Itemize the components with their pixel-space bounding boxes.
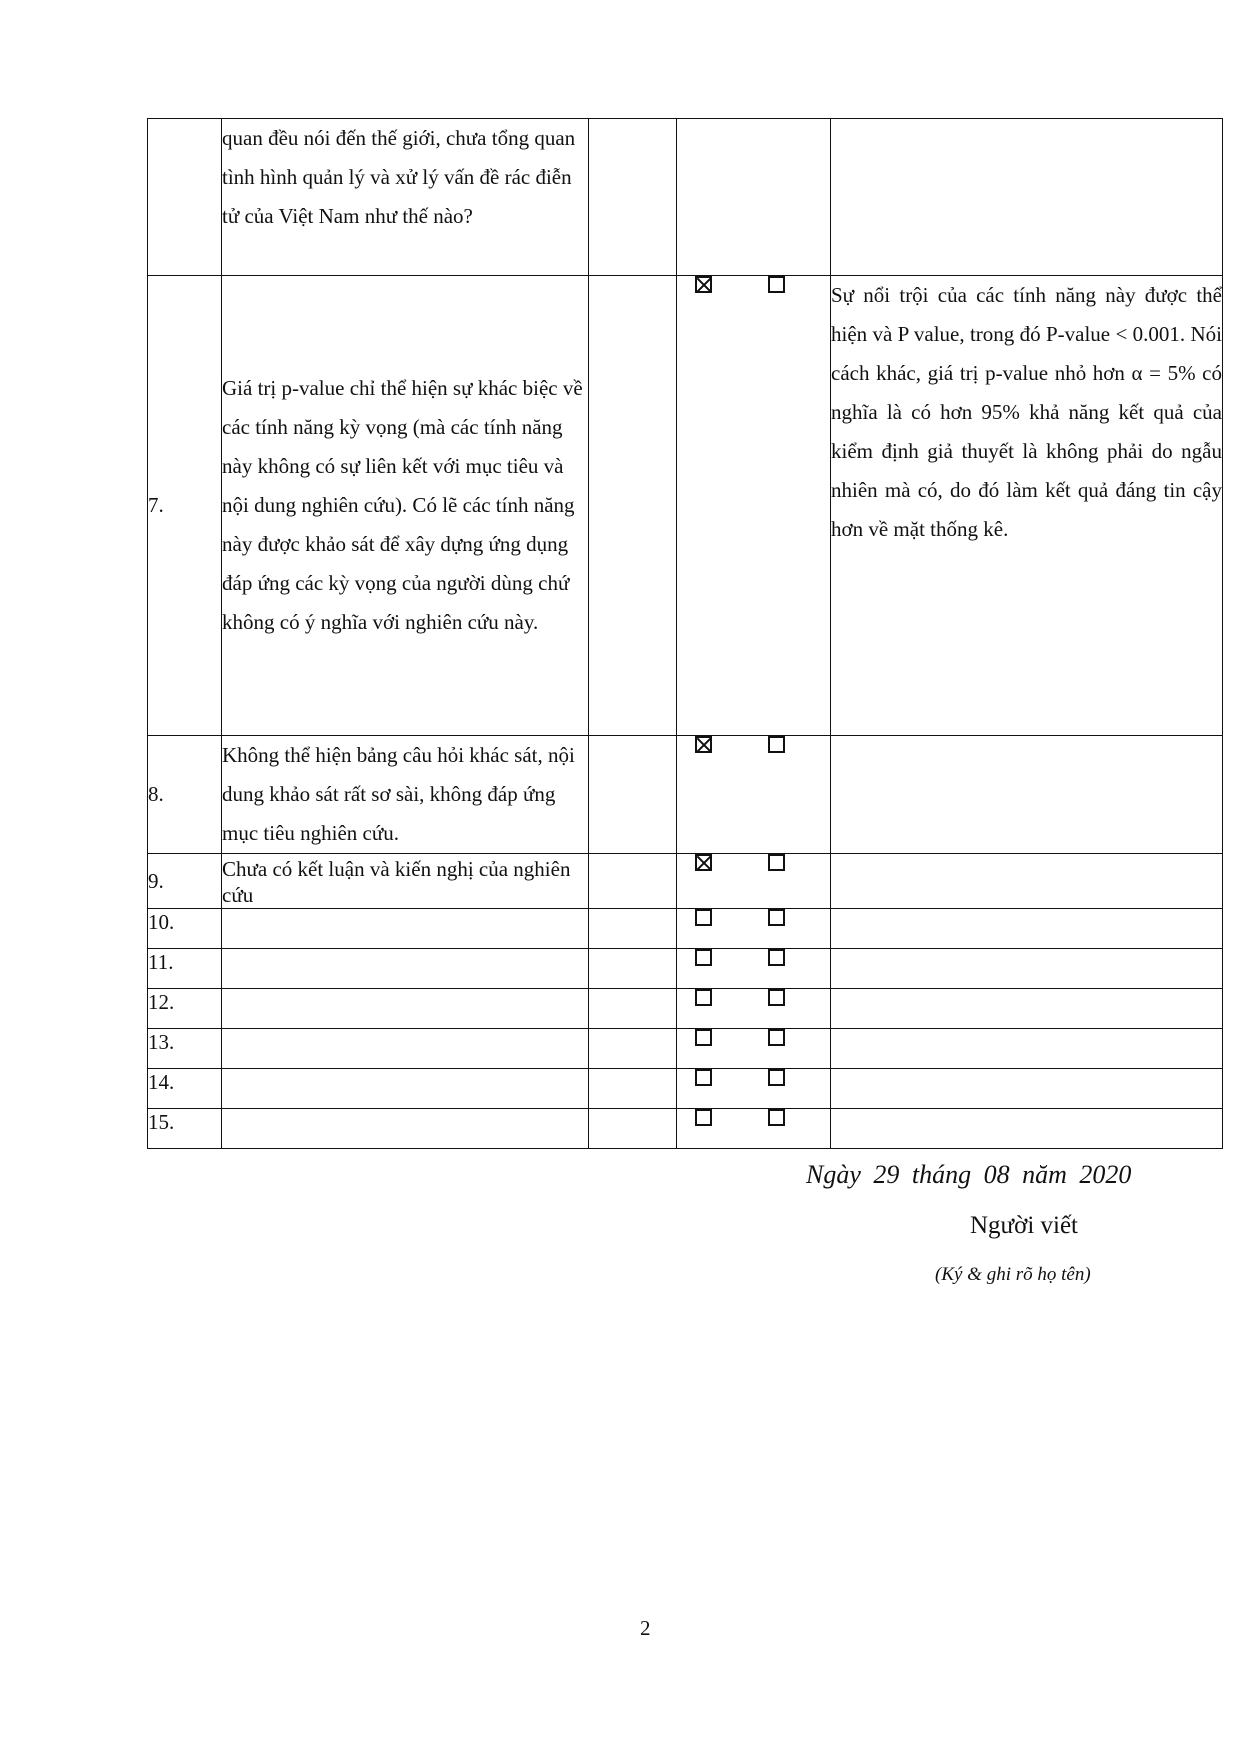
author-response bbox=[831, 1029, 1223, 1069]
unchecked-checkbox[interactable] bbox=[768, 1029, 785, 1046]
empty-cell bbox=[589, 736, 677, 854]
checkbox-cell bbox=[677, 736, 831, 854]
reviewer-comment: Không thể hiện bảng câu hỏi khác sát, nội dung khảo sát rất sơ sài, không đáp ứng mục tiêu nghiên cứu. bbox=[222, 736, 589, 854]
row-number: 14. bbox=[148, 1069, 222, 1109]
page-number: 2 bbox=[640, 1616, 651, 1640]
checked-checkbox[interactable] bbox=[695, 736, 712, 753]
reviewer-comment bbox=[222, 1029, 589, 1069]
checkbox-cell bbox=[677, 1069, 831, 1109]
checkbox-cell bbox=[677, 1029, 831, 1069]
checkbox-cell bbox=[677, 854, 831, 909]
checked-checkbox[interactable] bbox=[695, 276, 712, 293]
table-row bbox=[148, 854, 1223, 909]
empty-cell bbox=[589, 989, 677, 1029]
checkbox-cell bbox=[677, 1109, 831, 1149]
unchecked-checkbox[interactable] bbox=[768, 736, 785, 753]
unchecked-checkbox[interactable] bbox=[768, 949, 785, 966]
unchecked-checkbox[interactable] bbox=[695, 1029, 712, 1046]
unchecked-checkbox[interactable] bbox=[695, 989, 712, 1006]
checked-checkbox[interactable] bbox=[695, 854, 712, 871]
reviewer-comment bbox=[222, 909, 589, 949]
author-response bbox=[831, 736, 1223, 854]
row-number: 11. bbox=[148, 949, 222, 989]
author-response bbox=[831, 949, 1223, 989]
signature-date: Ngày 29 tháng 08 năm 2020 bbox=[806, 1160, 1132, 1189]
unchecked-checkbox[interactable] bbox=[695, 909, 712, 926]
checkbox-cell bbox=[677, 909, 831, 949]
table-row bbox=[148, 909, 1223, 949]
checkbox-cell bbox=[677, 989, 831, 1029]
table-row bbox=[148, 949, 1223, 989]
unchecked-checkbox[interactable] bbox=[695, 1069, 712, 1086]
author-response bbox=[831, 1069, 1223, 1109]
empty-cell bbox=[589, 1069, 677, 1109]
review-table bbox=[147, 118, 1223, 1149]
reviewer-comment bbox=[222, 1109, 589, 1149]
author-response bbox=[831, 909, 1223, 949]
reviewer-comment bbox=[222, 1069, 589, 1109]
empty-cell bbox=[589, 276, 677, 736]
author-response bbox=[831, 854, 1223, 909]
table-row bbox=[148, 989, 1223, 1029]
unchecked-checkbox[interactable] bbox=[768, 1109, 785, 1126]
signature-instruction: (Ký & ghi rõ họ tên) bbox=[935, 1264, 1091, 1285]
empty-cell bbox=[589, 1109, 677, 1149]
reviewer-comment bbox=[222, 949, 589, 989]
row-number bbox=[148, 119, 222, 276]
table-row bbox=[148, 1069, 1223, 1109]
row-number: 7. bbox=[148, 276, 222, 736]
checkbox-cell bbox=[677, 119, 831, 276]
author-response: Sự nổi trội của các tính năng này được thể hiện và P value, trong đó P-value < 0.001. Nói cách khác, giá trị p-value nhỏ hơn α = 5% có nghĩa là có hơn 95% khả năng kết quả của kiểm định giả thuyết là không phải do ngẫu nhiên mà có, do đó làm kết quả đáng tin cậy hơn về mặt thống kê. bbox=[831, 276, 1223, 736]
table-row bbox=[148, 119, 1223, 276]
checkbox-cell bbox=[677, 276, 831, 736]
unchecked-checkbox[interactable] bbox=[768, 854, 785, 871]
empty-cell bbox=[589, 909, 677, 949]
author-response bbox=[831, 119, 1223, 276]
checkbox-cell bbox=[677, 949, 831, 989]
empty-cell bbox=[589, 1029, 677, 1069]
unchecked-checkbox[interactable] bbox=[768, 989, 785, 1006]
empty-cell bbox=[589, 854, 677, 909]
reviewer-comment: Chưa có kết luận và kiến nghị của nghiên cứu bbox=[222, 854, 589, 909]
reviewer-comment bbox=[222, 989, 589, 1029]
author-response bbox=[831, 1109, 1223, 1149]
table-row bbox=[148, 736, 1223, 854]
row-number: 15. bbox=[148, 1109, 222, 1149]
row-number: 9. bbox=[148, 854, 222, 909]
author-response bbox=[831, 989, 1223, 1029]
unchecked-checkbox[interactable] bbox=[695, 949, 712, 966]
unchecked-checkbox[interactable] bbox=[768, 909, 785, 926]
row-number: 10. bbox=[148, 909, 222, 949]
table-row bbox=[148, 1029, 1223, 1069]
reviewer-comment: Giá trị p-value chỉ thể hiện sự khác biệc về các tính năng kỳ vọng (mà các tính năng này không có sự liên kết với mục tiêu và nội dung nghiên cứu). Có lẽ các tính năng này được khảo sát để xây dựng ứng dụng đáp ứng các kỳ vọng của người dùng chứ không có ý nghĩa với nghiên cứu này. bbox=[222, 276, 589, 736]
row-number: 12. bbox=[148, 989, 222, 1029]
writer-label: Người viết bbox=[970, 1212, 1079, 1239]
reviewer-comment: quan đều nói đến thế giới, chưa tổng quan tình hình quản lý và xử lý vấn đề rác điễn tử của Việt Nam như thế nào? bbox=[222, 119, 589, 276]
empty-cell bbox=[589, 119, 677, 276]
row-number: 8. bbox=[148, 736, 222, 854]
unchecked-checkbox[interactable] bbox=[768, 276, 785, 293]
table-row bbox=[148, 276, 1223, 736]
unchecked-checkbox[interactable] bbox=[695, 1109, 712, 1126]
row-number: 13. bbox=[148, 1029, 222, 1069]
empty-cell bbox=[589, 949, 677, 989]
table-row bbox=[148, 1109, 1223, 1149]
unchecked-checkbox[interactable] bbox=[768, 1069, 785, 1086]
